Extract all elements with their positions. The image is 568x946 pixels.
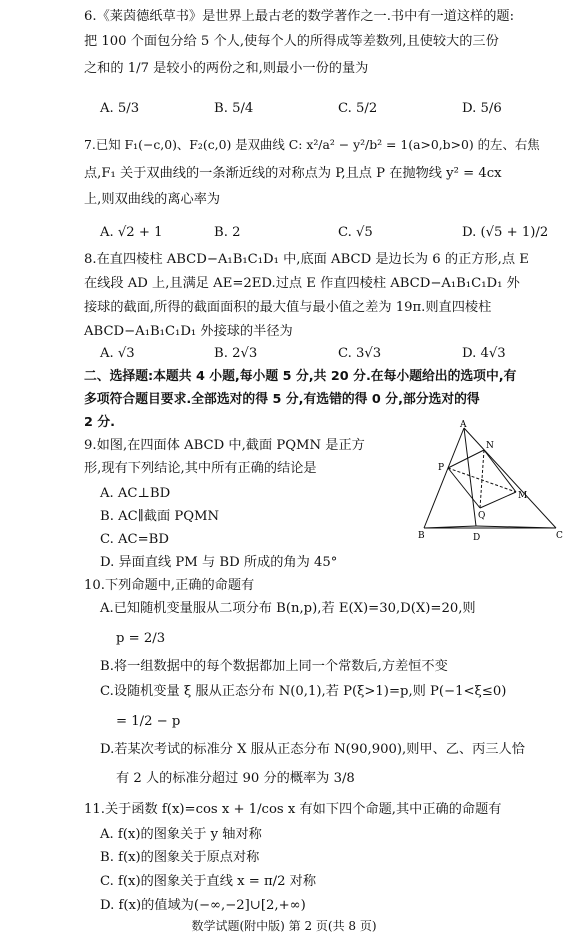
q10-option-a-line-1[interactable]: A.已知随机变量服从二项分布 B(n,p),若 E(X)=30,D(X)=20,则 [100, 601, 476, 616]
section-2-line-1: 二、选择题:本题共 4 小题,每小题 5 分,共 20 分.在每小题给出的选项中,有 [84, 369, 517, 384]
q10-option-c-line-2: = 1/2 − p [116, 714, 181, 729]
q11-option-b[interactable]: B. f(x)的图象关于原点对称 [100, 850, 260, 865]
q11-option-d[interactable]: D. f(x)的值域为(−∞,−2]∪[2,+∞) [100, 898, 306, 913]
fig-label-b: B [418, 531, 425, 541]
fig-label-m: M [518, 491, 528, 501]
q8-option-b[interactable]: B. 2√3 [214, 346, 258, 361]
q6-option-d[interactable]: D. 5/6 [462, 101, 502, 116]
q11-option-c[interactable]: C. f(x)的图象关于直线 x = π/2 对称 [100, 874, 317, 889]
q8-line-3: 接球的截面,所得的截面面积的最大值与最小值之差为 19π.则直四棱柱 [84, 300, 492, 315]
q11-option-a[interactable]: A. f(x)的图象关于 y 轴对称 [100, 827, 262, 842]
q9-option-c[interactable]: C. AC=BD [100, 532, 169, 547]
q9-option-b[interactable]: B. AC∥截面 PQMN [100, 509, 220, 524]
q7-line-1: 7.已知 F₁(−c,0)、F₂(c,0) 是双曲线 C: x²/a² − y²/b² = 1(a>0,b>0) 的左、右焦 [84, 137, 540, 152]
fig-label-q: Q [478, 511, 486, 521]
q6-options [0, 100, 568, 122]
fig-label-d: D [473, 533, 481, 543]
q7-options [0, 224, 568, 246]
fig-label-n: N [486, 441, 494, 451]
q9-option-a[interactable]: A. AC⊥BD [100, 486, 171, 501]
q6-line-3: 之和的 1/7 是较小的两份之和,则最小一份的量为 [84, 61, 369, 76]
q10-option-d-line-1[interactable]: D.若某次考试的标准分 X 服从正态分布 N(90,900),则甲、乙、丙三人恰 [100, 742, 525, 757]
q9-line-1: 9.如图,在四面体 ABCD 中,截面 PQMN 是正方 [84, 438, 365, 453]
q10-option-c-line-1[interactable]: C.设随机变量 ξ 服从正态分布 N(0,1),若 P(ξ>1)=p,则 P(−1<ξ≤0) [100, 684, 507, 699]
q7-option-c[interactable]: C. √5 [338, 225, 373, 240]
q6-option-c[interactable]: C. 5/2 [338, 101, 378, 116]
fig-label-a: A [460, 420, 467, 430]
q7-option-d[interactable]: D. (√5 + 1)/2 [462, 225, 549, 240]
q7-option-b[interactable]: B. 2 [214, 225, 241, 240]
q6-line-2: 把 100 个面包分给 5 个人,使每个人的所得成等差数列,且使较大的三份 [84, 34, 499, 49]
q9-line-2: 形,现有下列结论,其中所有正确的结论是 [84, 461, 317, 476]
section-2-line-3: 2 分. [84, 415, 116, 430]
q6-line-1: 6.《莱茵德纸草书》是世界上最古老的数学著作之一.书中有一道这样的题: [84, 9, 515, 24]
q11-line-1: 11.关于函数 f(x)=cos x + 1/cos x 有如下四个命题,其中正确的命题有 [84, 802, 502, 817]
q8-option-d[interactable]: D. 4√3 [462, 346, 506, 361]
q8-line-4: ABCD−A₁B₁C₁D₁ 外接球的半径为 [84, 324, 293, 339]
q8-line-2: 在线段 AD 上,且满足 AE=2ED.过点 E 作直四棱柱 ABCD−A₁B₁C₁D₁ 外 [84, 276, 520, 291]
q7-line-3: 上,则双曲线的离心率为 [84, 192, 221, 207]
q10-option-d-line-2: 有 2 人的标准分超过 90 分的概率为 3/8 [116, 771, 355, 786]
fig-label-p: P [438, 463, 445, 473]
q8-option-c[interactable]: C. 3√3 [338, 346, 382, 361]
q6-option-b[interactable]: B. 5/4 [214, 101, 254, 116]
q8-options [0, 345, 568, 367]
fig-label-c: C [556, 531, 563, 541]
q10-option-a-line-2: p = 2/3 [116, 631, 166, 646]
q9-option-d[interactable]: D. 异面直线 PM 与 BD 所成的角为 45° [100, 555, 338, 570]
q8-option-a[interactable]: A. √3 [100, 346, 135, 361]
q10-option-b[interactable]: B.将一组数据中的每个数据都加上同一个常数后,方差恒不变 [100, 659, 448, 674]
q7-option-a[interactable]: A. √2 + 1 [100, 225, 163, 240]
section-2-line-2: 多项符合题目要求.全部选对的得 5 分,有选错的得 0 分,部分选对的得 [84, 392, 480, 407]
q7-line-2: 点,F₁ 关于双曲线的一条渐近线的对称点为 P,且点 P 在抛物线 y² = 4cx [84, 166, 502, 181]
page-footer: 数学试题(附中版) 第 2 页(共 8 页) [191, 919, 377, 933]
tetrahedron-figure [418, 420, 568, 550]
q10-line-1: 10.下列命题中,正确的命题有 [84, 578, 255, 593]
q6-option-a[interactable]: A. 5/3 [100, 101, 140, 116]
q8-line-1: 8.在直四棱柱 ABCD−A₁B₁C₁D₁ 中,底面 ABCD 是边长为 6 的正方形,点 E [84, 252, 529, 267]
